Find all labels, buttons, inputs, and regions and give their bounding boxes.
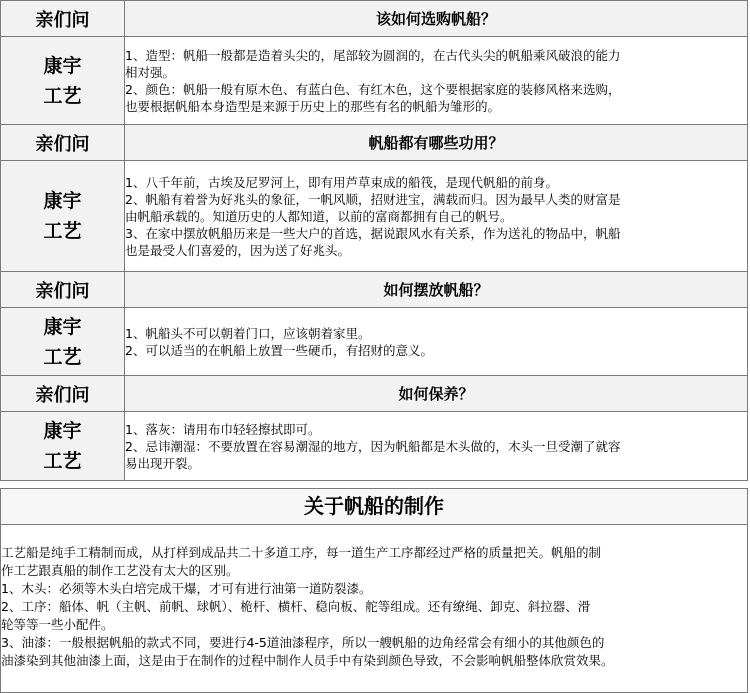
answer-text (125, 161, 748, 272)
brand-line: 康宇 (43, 54, 82, 77)
making-line: 油漆染到其他油漆上面，这是由于在制作的过程中制作人员手中有染到颜色导致，不会影响帆船整体欣赏效果。 (1, 653, 614, 668)
answer-line: 2、颜色：帆船一般有原木色、有蓝白色、有红木色，这个要根据家庭的装修风格来选购， (125, 81, 621, 97)
brand-line: 工艺 (43, 220, 82, 242)
brand-line: 康宇 (43, 315, 82, 338)
brand-line: 工艺 (43, 450, 82, 472)
making-line: 1、木头：必须等木头白培完成干爆，才可有进行油第一道防裂漆。 (1, 581, 372, 596)
answer-text (125, 308, 748, 376)
answer-line: 相对强。 (125, 64, 176, 80)
question-title: 该如何选购帆船？ (125, 1, 748, 37)
qa-answer-row (1, 161, 748, 272)
answer-line: 2、可以适当的在帆船上放置一些硬币，有招财的意义。 (125, 342, 433, 358)
answer-line: 1、落灰：请用布巾轻轻擦拭即可。 (125, 421, 321, 437)
making-line: 轮等等一些小配件。 (1, 617, 114, 632)
brand-label (1, 412, 125, 481)
qa-header-row (1, 272, 748, 308)
making-line: 3、油漆：一般根据帆船的款式不同，要进行4-5道油漆程序，所以一艘帆船的边角经常会有细小的其他颜色的 (1, 635, 605, 650)
asker-label: 亲们问 (1, 1, 125, 37)
making-line: 2、工序：船体、帆（主帆、前帆、球帆）、桅杆、横杆、稳向板、舵等组成。还有缭绳、卸克、斜拉器、滑 (1, 599, 591, 614)
question-title: 如何摆放帆船？ (125, 272, 748, 308)
making-line: 作工艺跟真船的制作工艺没有太大的区别。 (1, 563, 239, 578)
brand-label (1, 37, 125, 125)
brand-line: 康宇 (43, 190, 82, 212)
answer-line: 易出现开裂。 (125, 455, 201, 471)
brand-line: 康宇 (43, 420, 82, 442)
answer-line: 由帆船承载的。知道历史的人都知道，以前的富商都拥有自己的帆号。 (125, 208, 513, 224)
question-title: 帆船都有哪些功用？ (125, 125, 748, 161)
answer-line: 也要根据帆船本身造型是来源于历史上的那些有名的帆船为雏形的。 (125, 98, 501, 114)
qa-answer-row (1, 37, 748, 125)
brand-line: 工艺 (43, 345, 82, 368)
answer-line: 1、八千年前，古埃及尼罗河上，即有用芦草束成的船筏，是现代帆船的前身。 (125, 174, 558, 190)
qa-header-row (1, 1, 748, 37)
qa-header-row (1, 376, 748, 412)
qa-answer-row (1, 412, 748, 481)
answer-line: 1、造型：帆船一般都是造着头尖的，尾部较为圆润的，在古代头尖的帆船乘风破浪的能力 (125, 47, 621, 63)
question-title: 如何保养？ (125, 376, 748, 412)
answer-text (125, 37, 748, 125)
answer-line: 也是最受人们喜爱的，因为送了好兆头。 (125, 242, 351, 258)
making-line: 工艺船是纯手工精制而成，从打样到成品共二十多道工序，每一道生产工序都经过严格的质量把关。帆船的制 (1, 545, 602, 560)
answer-line: 2、帆船有着誉为好兆头的象征，一帆风顺，招财进宝，满载而归。因为最早人类的财富是 (125, 191, 621, 207)
brand-label (1, 308, 125, 376)
qa-answer-row (1, 308, 748, 376)
qa-header-row (1, 125, 748, 161)
brand-label (1, 161, 125, 272)
making-section-title: 关于帆船的制作 (0, 488, 748, 524)
brand-line: 工艺 (43, 84, 82, 107)
answer-line: 1、帆船头不可以朝着门口，应该朝着家里。 (125, 325, 371, 341)
answer-line: 2、忌讳潮湿：不要放置在容易潮湿的地方，因为帆船都是木头做的，木头一旦受潮了就容 (125, 438, 621, 454)
asker-label: 亲们问 (1, 376, 125, 412)
asker-label: 亲们问 (1, 125, 125, 161)
answer-line: 3、在家中摆放帆船历来是一些大户的首选，据说跟风水有关系，作为送礼的物品中，帆船 (125, 225, 621, 241)
making-section-body (0, 524, 748, 693)
asker-label: 亲们问 (1, 272, 125, 308)
answer-text (125, 412, 748, 481)
